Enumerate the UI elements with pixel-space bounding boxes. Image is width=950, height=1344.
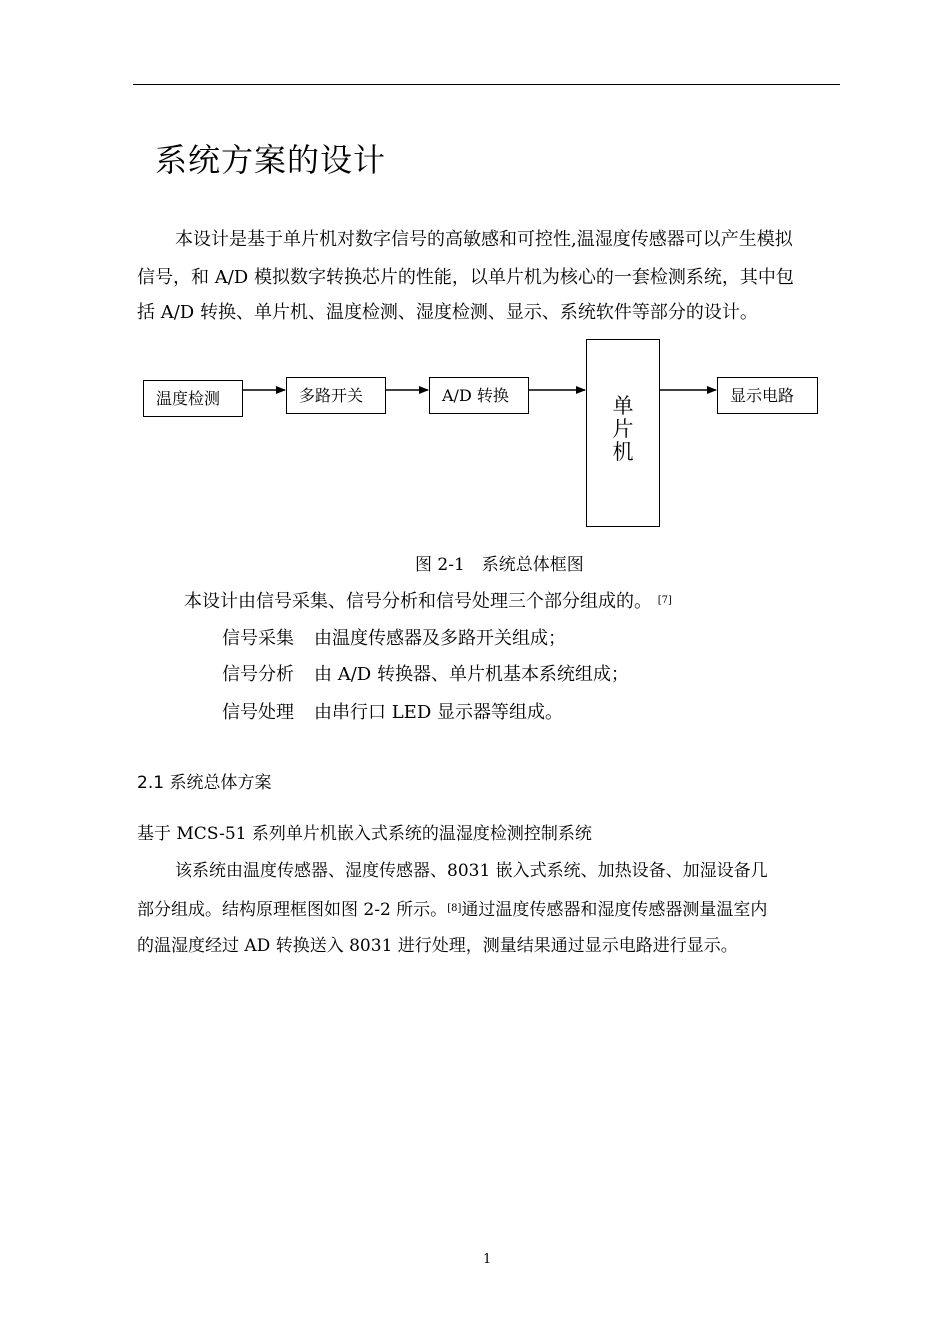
part-desc: 由 A/D 转换器、单片机基本系统组成； — [314, 664, 629, 685]
page-title: 系统方案的设计 — [155, 141, 387, 179]
part-name: 信号分析 — [222, 664, 294, 685]
part-row — [222, 627, 566, 651]
section-para-line-3: 的温湿度经过 AD 转换送入 8031 进行处理，测量结果通过显示电路进行显示。 — [137, 936, 738, 956]
block-label: 温度检测 — [156, 389, 221, 408]
part-desc: 由串行口 LED 显示器等组成。 — [314, 702, 563, 723]
section-heading: 2.1 系统总体方案 — [137, 773, 272, 793]
block-label: 显示电路 — [730, 386, 795, 405]
composition-text: 本设计由信号采集、信号分析和信号处理三个部分组成的。 — [184, 591, 652, 612]
block-label: 多路开关 — [299, 386, 364, 405]
part-name: 信号采集 — [222, 628, 294, 649]
intro-line-2: 信号，和 A/D 模拟数字转换芯片的性能，以单片机为核心的一套检测系统，其中包 — [137, 267, 794, 288]
section-lead: 基于 MCS-51 系列单片机嵌入式系统的温湿度检测控制系统 — [137, 824, 592, 844]
citation-ref: [8] — [447, 903, 462, 914]
section-para-text: 通过温度传感器和湿度传感器测量温室内 — [461, 900, 768, 920]
citation-ref: [7] — [657, 595, 672, 606]
part-name: 信号处理 — [222, 702, 294, 723]
intro-line-1: 本设计是基于单片机对数字信号的高敏感和可控性,温湿度传感器可以产生模拟 — [175, 229, 793, 250]
part-row — [222, 663, 629, 687]
mcu-label-char: 单 — [612, 394, 634, 418]
part-desc: 由温度传感器及多路开关组成； — [314, 628, 566, 649]
composition-line — [184, 590, 672, 617]
section-para-text: 部分组成。结构原理框图如图 2-2 所示。 — [137, 900, 448, 920]
intro-line-3: 括 A/D 转换、单片机、温度检测、湿度检测、显示、系统软件等部分的设计。 — [137, 302, 758, 323]
block-label: A/D 转换 — [442, 386, 509, 405]
section-para-line-2 — [137, 898, 767, 925]
mcu-label-char: 机 — [612, 440, 634, 464]
mcu-label-char: 片 — [612, 417, 634, 441]
figure-caption: 图 2-1 系统总体框图 — [415, 555, 584, 575]
page-number: 1 — [483, 1252, 492, 1267]
part-row — [222, 701, 563, 725]
section-para-line-1: 该系统由温度传感器、湿度传感器、8031 嵌入式系统、加热设备、加湿设备几 — [175, 861, 768, 881]
